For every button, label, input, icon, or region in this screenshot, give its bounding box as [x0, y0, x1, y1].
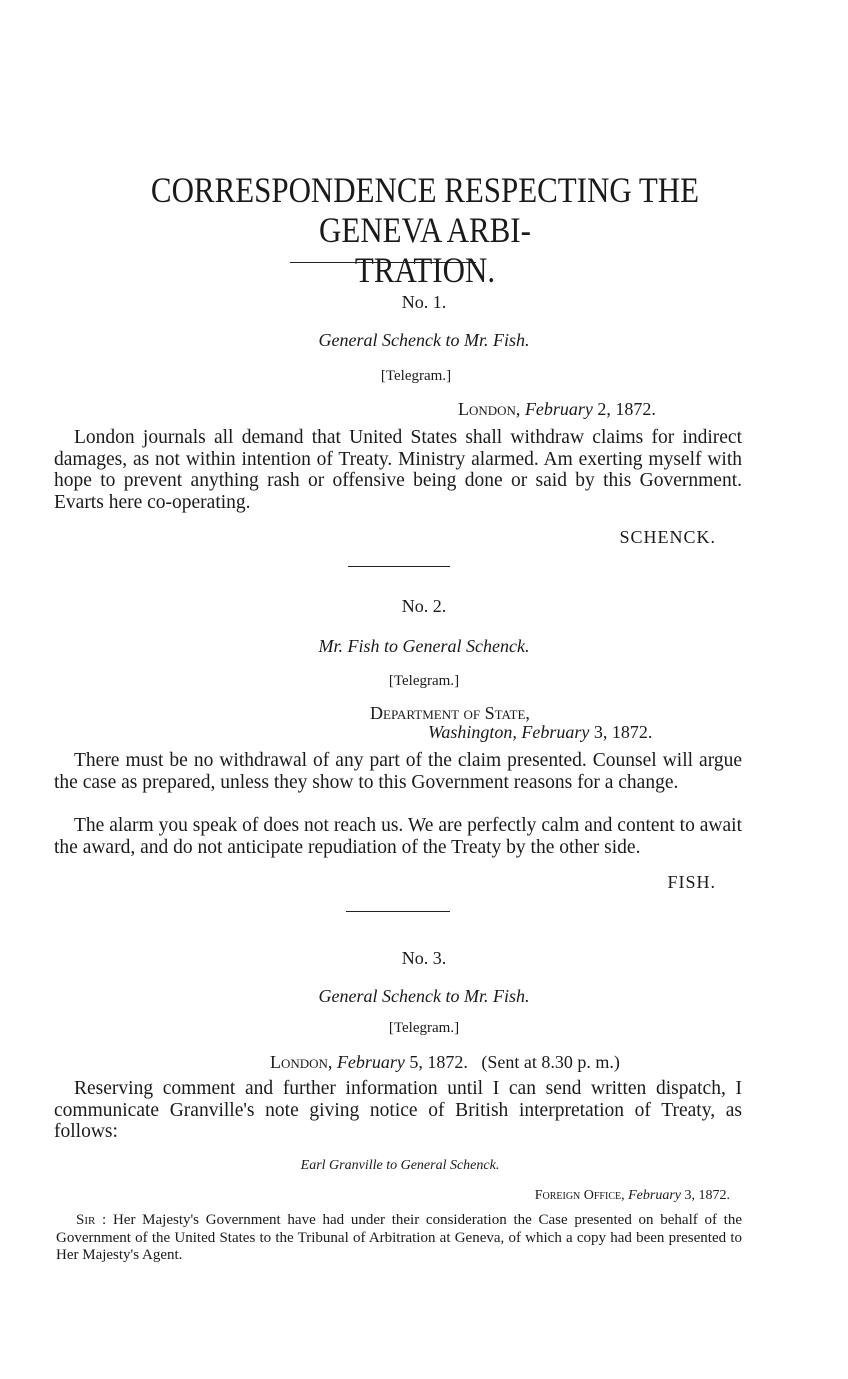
doc1-place: London, [458, 399, 521, 419]
doc2-type: [Telegram.] [388, 673, 460, 689]
doc1-dateline [458, 399, 656, 420]
doc3-type: [Telegram.] [388, 1020, 460, 1036]
doc3-body: Reserving comment and further information until I can send written dispatch, I communicate Granville's note giving notice of British interpretation of Treaty, as follows: [54, 1078, 742, 1143]
enclosure-dateline [535, 1188, 730, 1204]
doc3-date-month: February [336, 1052, 405, 1072]
enclosure-body [56, 1212, 742, 1265]
doc2-number: No. 2. [401, 596, 447, 616]
doc1-date-month: February [524, 399, 593, 419]
doc1-address: General Schenck to Mr. Fish. [318, 330, 530, 350]
doc3-address: General Schenck to Mr. Fish. [318, 986, 530, 1006]
enclosure-date-month: February [628, 1188, 681, 1203]
doc1-number: No. 1. [401, 292, 447, 312]
section-divider [290, 262, 476, 263]
doc2-place-date: Washington, February [428, 722, 590, 742]
doc2-signature: FISH. [667, 872, 716, 892]
doc1-date-rest: 2, 1872. [597, 399, 656, 419]
doc2-department: Department of State, [370, 703, 530, 723]
doc3-place: London, [270, 1052, 333, 1072]
enclosure-date-rest: 3, 1872. [684, 1188, 730, 1203]
enclosure-text: Her Majesty's Government have had under their consideration the Case presented on behalf of the Government of the United States to the Tribunal of Arbitration at Geneva, of which a copy had been presented to Her Majesty's Agent. [56, 1212, 742, 1263]
title-line-2: TRATION. [354, 250, 496, 290]
doc2-date-rest: 3, 1872. [593, 722, 653, 742]
enclosure-place: Foreign Office, [534, 1188, 625, 1203]
doc2-body-2: The alarm you speak of does not reach us. We are perfectly calm and content to await the award, and do not anticipate repudiation of the Treaty by the other side. [54, 815, 742, 858]
doc2-dateline [428, 722, 652, 743]
doc3-number: No. 3. [401, 948, 447, 968]
document-title [94, 170, 756, 290]
doc1-signature: SCHENCK. [619, 527, 716, 547]
doc2-address: Mr. Fish to General Schenck. [318, 636, 530, 656]
section-divider [348, 566, 450, 567]
doc3-dateline [270, 1052, 620, 1073]
enclosure-address: Earl Granville to General Schenck. [300, 1158, 500, 1173]
title-line-1: CORRESPONDENCE RESPECTING THE GENEVA ARBI- [150, 170, 700, 250]
doc1-body: London journals all demand that United States shall withdraw claims for indirect damages, as not within intention of Treaty. Ministry alarmed. Am exerting myself with hope to prevent anything rash or offensive being done or said by this Government. Evarts here co-operating. [54, 427, 742, 514]
doc3-sent-time: (Sent at 8.30 p. m.) [481, 1052, 620, 1072]
section-divider [346, 911, 450, 912]
doc2-body-1: There must be no withdrawal of any part of the claim presented. Counsel will argue the case as prepared, unless they show to this Government reasons for a change. [54, 750, 742, 793]
doc3-date-rest: 5, 1872. [409, 1052, 468, 1072]
enclosure-salutation: Sir : [76, 1212, 107, 1228]
doc1-type: [Telegram.] [380, 368, 452, 384]
